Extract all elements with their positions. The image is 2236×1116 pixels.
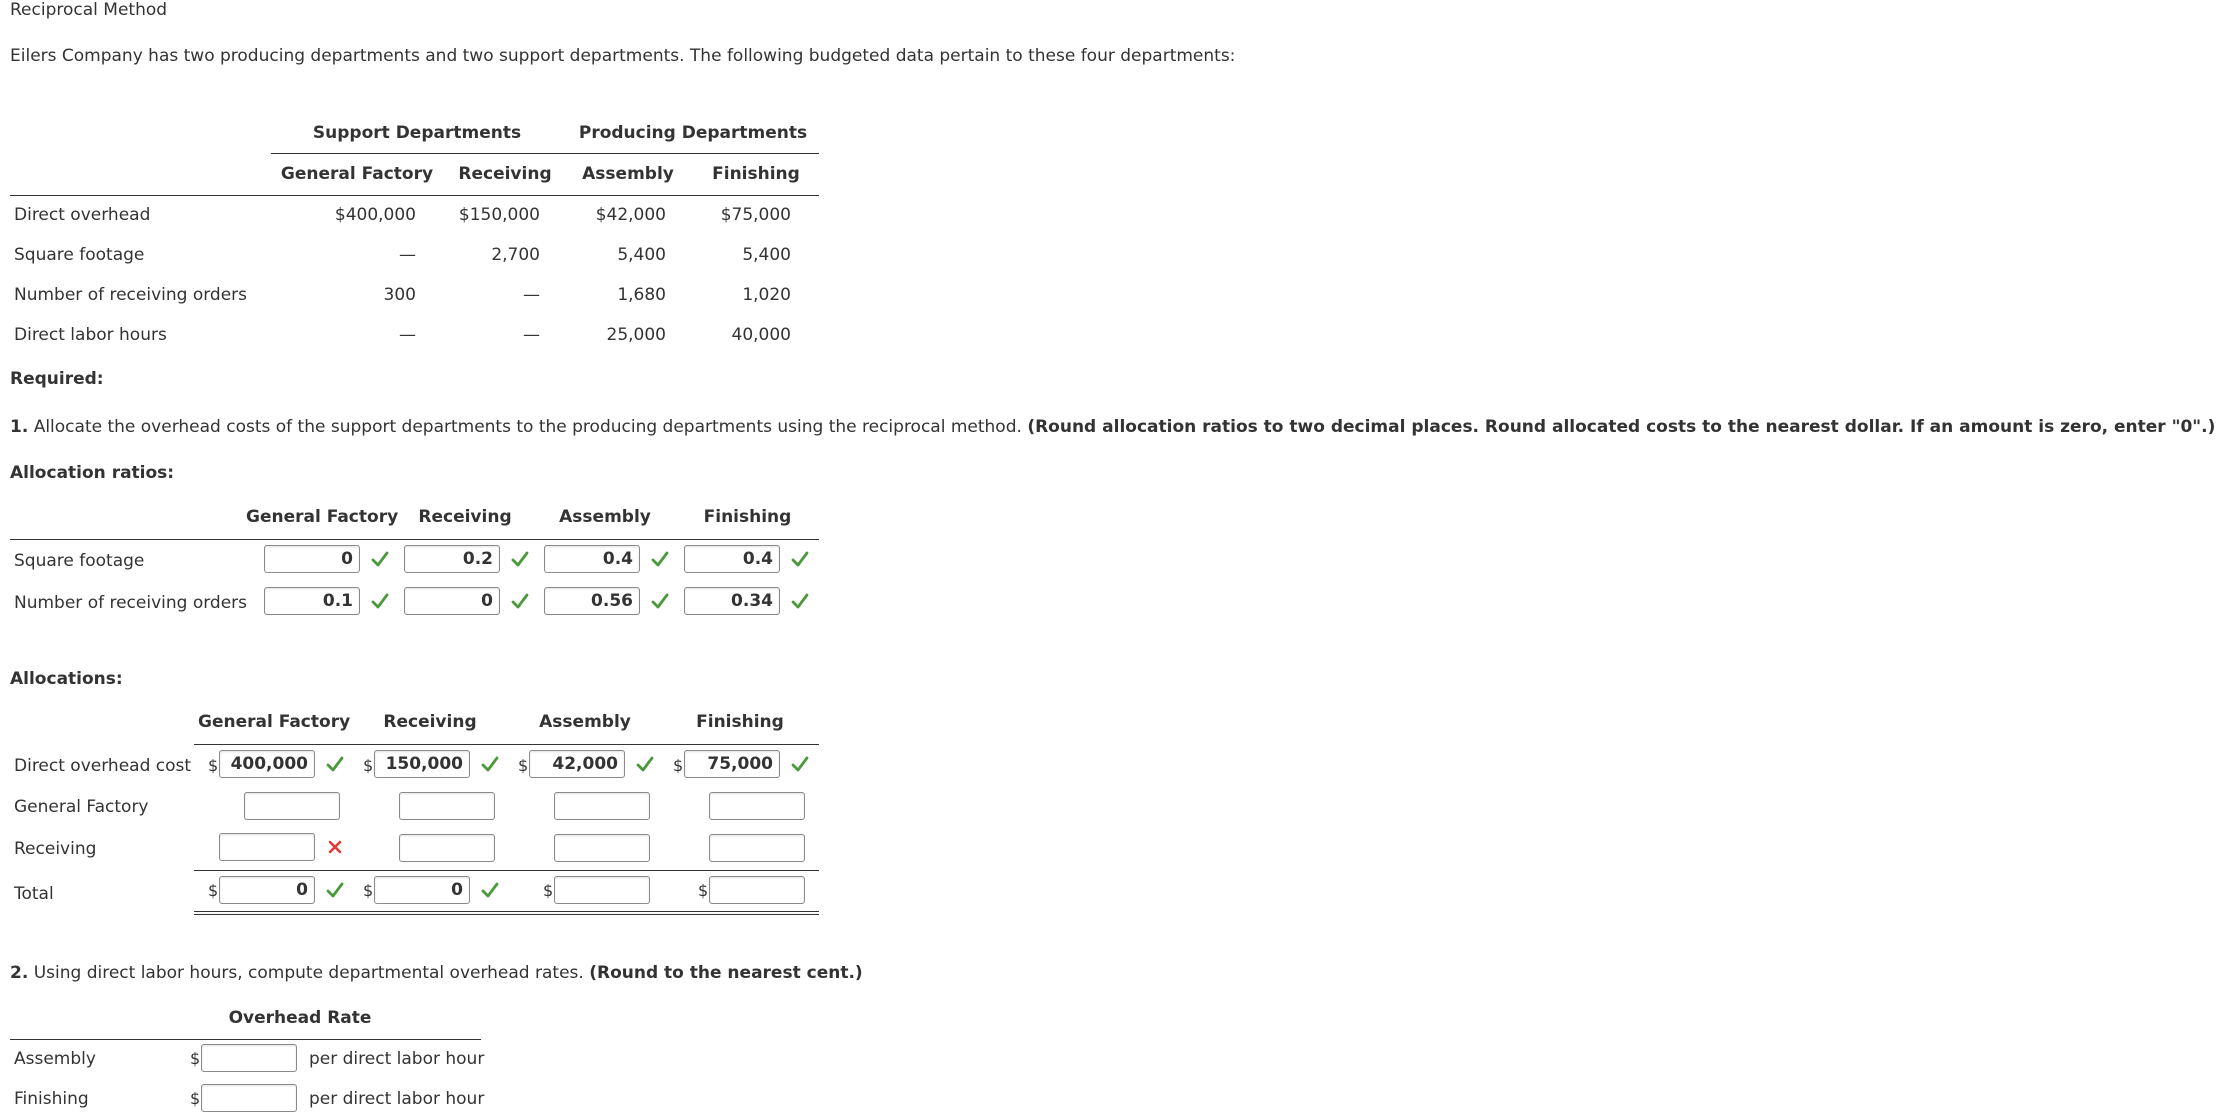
cell-value: 25,000 [606, 325, 666, 345]
group-header-support: Support Departments [312, 123, 522, 143]
cell-value: 1,680 [617, 285, 666, 305]
question-instruction: (Round to the nearest cent.) [589, 963, 863, 983]
total-input[interactable]: 0 [374, 876, 470, 904]
check-icon [326, 755, 344, 773]
col-header-receiving: Receiving [458, 164, 552, 184]
row-label: Finishing [14, 1089, 89, 1109]
total-input[interactable] [554, 876, 650, 904]
ratio-input[interactable]: 0.1 [264, 587, 360, 615]
row-label: Receiving [14, 839, 97, 859]
allocation-input[interactable] [554, 792, 650, 820]
col-header-general-factory: General Factory [198, 712, 351, 732]
allocation-input[interactable] [709, 834, 805, 862]
cell-value: $75,000 [720, 205, 791, 225]
allocation-input[interactable]: 150,000 [374, 750, 470, 778]
question-2 [10, 963, 863, 983]
check-icon [481, 755, 499, 773]
check-icon [651, 592, 669, 610]
allocation-input[interactable] [709, 792, 805, 820]
cell-value: $42,000 [595, 205, 666, 225]
check-icon [511, 550, 529, 568]
currency-symbol: $ [698, 881, 709, 900]
question-number: 2. [10, 963, 29, 983]
cell-value: — [399, 325, 416, 345]
check-icon [791, 755, 809, 773]
allocation-input[interactable]: 42,000 [529, 750, 625, 778]
cell-value: 5,400 [742, 245, 791, 265]
row-label: General Factory [14, 797, 149, 817]
page-title: Reciprocal Method [10, 0, 168, 20]
ratio-input[interactable]: 0.56 [544, 587, 640, 615]
ratio-input[interactable]: 0.34 [684, 587, 780, 615]
cell-value: $150,000 [458, 205, 540, 225]
allocation-input[interactable]: 75,000 [684, 750, 780, 778]
question-text: Allocate the overhead costs of the support departments to the producing departments using the reciprocal method. [33, 417, 1022, 437]
ratio-input[interactable]: 0 [404, 587, 500, 615]
currency-symbol: $ [363, 881, 374, 900]
row-label: Number of receiving orders [14, 593, 248, 613]
allocation-input[interactable] [554, 834, 650, 862]
row-label: Number of receiving orders [14, 285, 248, 305]
currency-symbol: $ [673, 756, 684, 775]
error-x-icon [327, 839, 343, 855]
allocation-input[interactable] [244, 792, 340, 820]
col-header-finishing: Finishing [703, 507, 792, 527]
col-header-assembly: Assembly [539, 712, 631, 732]
cell-value: 300 [383, 285, 416, 305]
check-icon [791, 592, 809, 610]
allocation-input[interactable] [219, 833, 315, 861]
cell-value: 40,000 [731, 325, 791, 345]
question-text: Using direct labor hours, compute departmental overhead rates. [33, 963, 584, 983]
row-label: Assembly [14, 1049, 96, 1069]
unit-label: per direct labor hour [309, 1089, 485, 1109]
total-input[interactable]: 0 [219, 876, 315, 904]
check-icon [791, 550, 809, 568]
col-header-assembly: Assembly [559, 507, 651, 527]
ratios-heading: Allocation ratios: [10, 463, 175, 483]
ratio-input[interactable]: 0.4 [684, 545, 780, 573]
group-header-producing: Producing Departments [578, 123, 808, 143]
row-label: Direct labor hours [14, 325, 167, 345]
question-instruction: (Round allocation ratios to two decimal places. Round allocated costs to the nearest dollar. If an amount is zero, enter "0".) [1027, 417, 2216, 437]
allocations-heading: Allocations: [10, 669, 123, 689]
currency-symbol: $ [208, 756, 219, 775]
check-icon [371, 550, 389, 568]
check-icon [511, 592, 529, 610]
col-header-general-factory: General Factory [280, 164, 434, 184]
overhead-rate-input[interactable] [201, 1044, 297, 1072]
currency-symbol: $ [543, 881, 554, 900]
overhead-rate-input[interactable] [201, 1084, 297, 1112]
check-icon [326, 881, 344, 899]
total-input[interactable] [709, 876, 805, 904]
question-number: 1. [10, 417, 29, 437]
intro-text: Eilers Company has two producing departments and two support departments. The following budgeted data pertain to these four departments: [10, 46, 1236, 66]
unit-label: per direct labor hour [309, 1049, 485, 1069]
row-label: Direct overhead cost [14, 756, 192, 776]
cell-value: — [523, 325, 540, 345]
check-icon [371, 592, 389, 610]
row-label: Total [14, 884, 54, 904]
ratio-input[interactable]: 0.2 [404, 545, 500, 573]
col-header-assembly: Assembly [582, 164, 674, 184]
cell-value: — [399, 245, 416, 265]
col-header-receiving: Receiving [383, 712, 477, 732]
ratio-input[interactable]: 0.4 [544, 545, 640, 573]
col-header-finishing: Finishing [696, 712, 784, 732]
ratio-input[interactable]: 0 [264, 545, 360, 573]
cell-value: 1,020 [742, 285, 791, 305]
check-icon [636, 755, 654, 773]
currency-symbol: $ [190, 1049, 201, 1068]
currency-symbol: $ [190, 1089, 201, 1108]
cell-value: $400,000 [334, 205, 416, 225]
row-label: Square footage [14, 551, 145, 571]
question-1 [10, 417, 2215, 437]
col-header-general-factory: General Factory [246, 507, 399, 527]
currency-symbol: $ [518, 756, 529, 775]
cell-value: 5,400 [617, 245, 666, 265]
currency-symbol: $ [208, 881, 219, 900]
col-header-finishing: Finishing [712, 164, 800, 184]
cell-value: — [523, 285, 540, 305]
row-label: Direct overhead [14, 205, 151, 225]
col-header-receiving: Receiving [418, 507, 512, 527]
required-label: Required: [10, 369, 104, 389]
check-icon [481, 881, 499, 899]
col-header-overhead-rate: Overhead Rate [228, 1008, 372, 1028]
check-icon [651, 550, 669, 568]
allocation-input[interactable] [399, 834, 495, 862]
cell-value: 2,700 [491, 245, 540, 265]
currency-symbol: $ [363, 756, 374, 775]
row-label: Square footage [14, 245, 145, 265]
allocation-input[interactable] [399, 792, 495, 820]
allocation-input[interactable]: 400,000 [219, 750, 315, 778]
